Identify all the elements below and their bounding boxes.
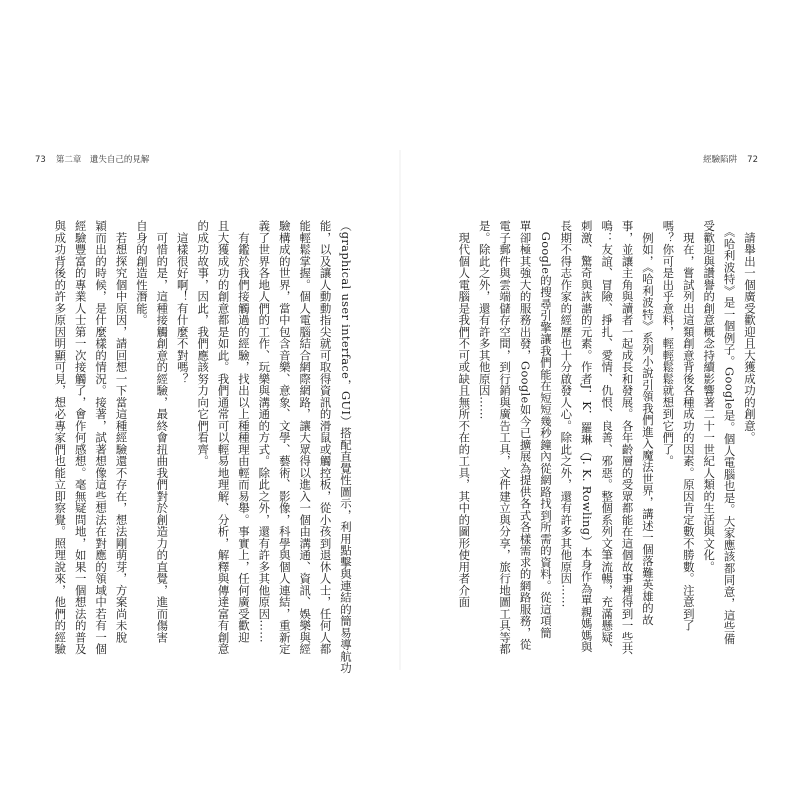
left-page-body xyxy=(44,220,356,690)
right-page-number: 72 xyxy=(747,155,758,165)
text-column: 受歡迎與讚譽的創意概念持續影響著二十一世紀人類的生活與文化。 xyxy=(702,220,717,573)
text-column: 若想探究個中原因，請回想一下當這種經驗還不存在，想法剛萌芽，方案尚未脫 xyxy=(114,220,129,643)
text-column: 電子郵件與雲端儲存空間，到行銷與廣告工具，文件建立與分享，旅行地圖工具等都 xyxy=(498,220,513,655)
left-page-header xyxy=(35,153,149,165)
right-page-body xyxy=(448,220,760,690)
right-running-head: 經驗陷阱 xyxy=(703,155,738,165)
text-column: 與成功背後的許多原因明顯可見，想必專家們也能立即察覺。照理說來，他們的經驗 xyxy=(53,220,68,655)
text-column: 驗構成的世界，當中包含音樂、意象、文學、藝術、影像，科學與個人連結，重新定 xyxy=(277,220,292,655)
text-column: 長期不得志作家的經歷也十分啟發人心。除此之外，還有許多其他原因…… xyxy=(559,220,574,608)
text-column: 經驗豐富的專業人士第一次接觸了，會作何感想。毫無疑問地，如果一個想法的普及 xyxy=(73,220,88,655)
text-column: 嗎？你可是出乎意料，輕輕鬆鬆就想到它們了。 xyxy=(661,220,676,467)
text-column: 例如，《哈利波特》系列小說引領我們進入魔法世界，講述一個落難英雄的故 xyxy=(640,220,655,626)
text-column: Google的搜尋引擎讓我們能在短短幾秒鐘內從網路找到所需的資料。從這項簡 xyxy=(538,220,553,639)
text-column: 義了世界各地人們的工作、玩樂與溝通的方式。除此之外，還有許多其他原因…… xyxy=(257,220,272,643)
text-column: 這樣很好啊！有什麼不對嗎？ xyxy=(175,220,190,385)
text-column: 自身的創造性潛能。 xyxy=(134,220,149,326)
right-page xyxy=(400,0,800,800)
left-page-number: 73 xyxy=(35,155,46,165)
text-column: 的成功故事，因此，我們應該努力向它們看齊。 xyxy=(196,220,211,467)
text-column: 能輕鬆掌握。個人電腦結合網際網路，讓大眾得以進入一個由溝通、資訊、娛樂與經 xyxy=(298,220,313,655)
text-column: 能，以及讓人動動指尖就可取得資訊的滑鼠或觸控板，從小孩到退休人士，任何人都 xyxy=(318,220,333,655)
text-column: 單卻極其強大的服務出發，Google如今已擴展為提供各式各樣需求的網路服務，從 xyxy=(518,220,533,651)
text-column: （graphical user interface，GUI）搭配直覺性圖示，利用點擊與連結的簡易導航功 xyxy=(339,220,353,674)
text-column: 現在，嘗試列出這類創意背後各種成功的因素。原因肯定數不勝數。注意到了 xyxy=(681,220,696,632)
text-column: 《哈利波特》是一個例子。Google是。個人電腦也是。大家應該都同意，這些備 xyxy=(722,220,737,645)
text-column: 事，並讓主角與讀者一起成長和發展。各年齡層的受眾都能在這個故事裡得到一些共 xyxy=(620,220,635,655)
right-page-header xyxy=(703,153,758,165)
text-column: 現代個人電腦是我們不可或缺且無所不在的工具，其中的圖形使用者介面 xyxy=(457,220,472,608)
left-running-head: 第二章 遺失自己的見解 xyxy=(55,155,150,165)
text-column: 有鑑於我們接觸過的經驗，找出以上種種理由輕而易舉。事實上，任何廣受歡迎 xyxy=(236,220,251,643)
text-column: 請舉出一個廣受歡迎且大獲成功的創意。 xyxy=(743,220,757,444)
text-column: 穎而出的時候，是什麼樣的情況。接著，試著想像這些想法在對應的領域中若有一個 xyxy=(94,220,109,655)
text-column: 且大獲成功的創意都是如此。我們通常可以輕易地理解、分析，解釋與傳達富有創意 xyxy=(216,220,231,655)
text-column: 鳴：友誼、冒險、掙扎、愛情、仇恨、良善、邪惡。整個系列文筆流暢，充滿懸疑、 xyxy=(600,220,615,655)
text-column: 刺激、驚奇與詼諧的元素。作者J．K．羅琳（J. K. Rowling）本身作為單親媽媽與 xyxy=(579,220,594,653)
text-column: 是。除此之外，還有許多其他原因…… xyxy=(477,220,492,420)
text-column: 可惜的是，這種接觸創意的經驗，最終會扭曲我們對於創造力的直覺，進而傷害 xyxy=(155,220,170,643)
